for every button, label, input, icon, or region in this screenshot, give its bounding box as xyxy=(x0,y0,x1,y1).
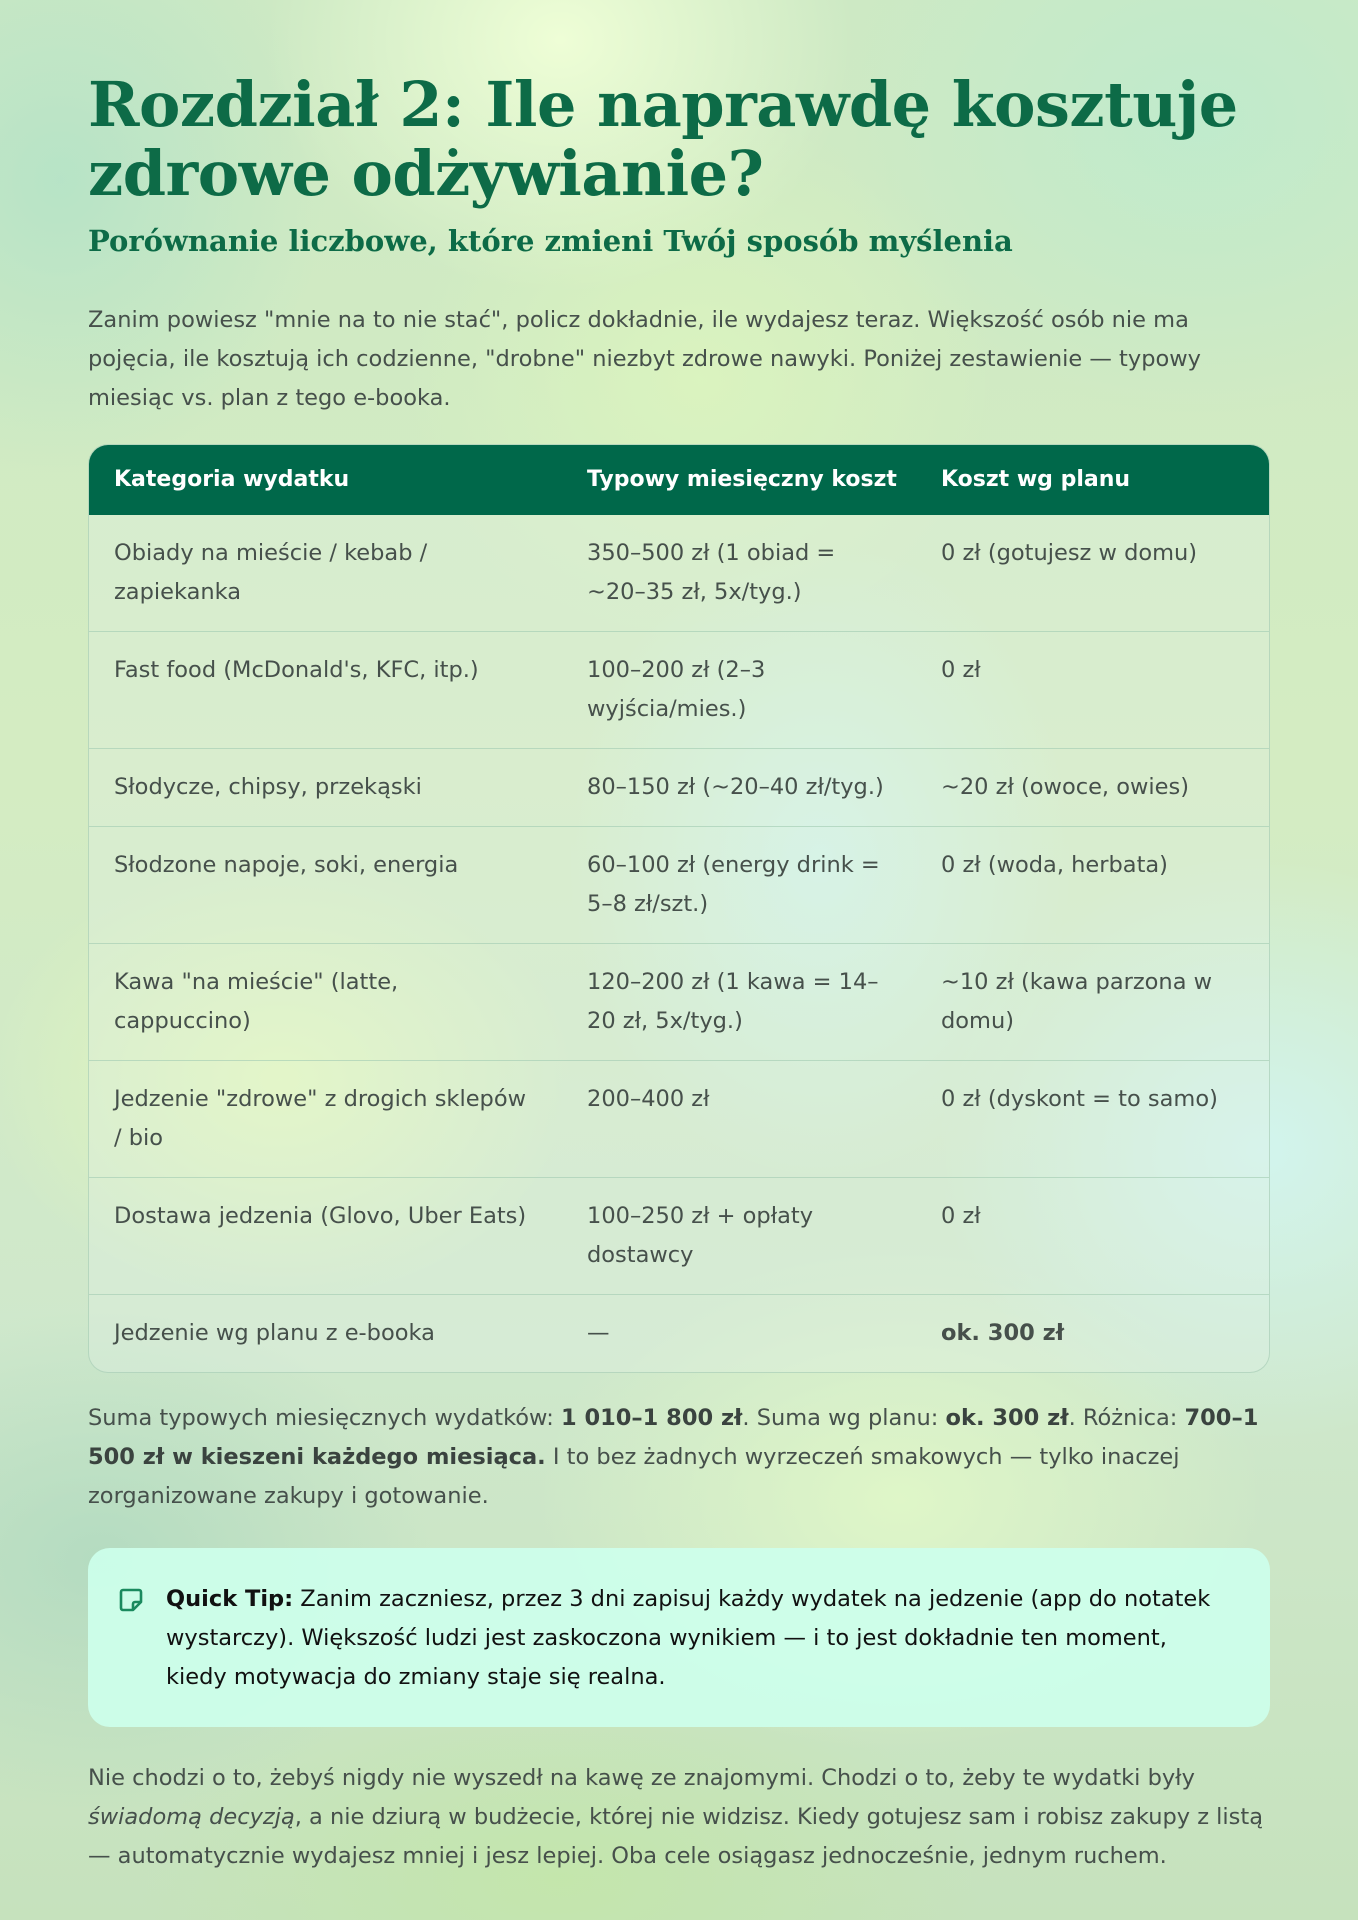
table-row xyxy=(89,1060,1270,1177)
cell-typical-cost: 60–100 zł (energy drink = 5–8 zł/szt.) xyxy=(562,826,916,943)
cell-category: Dostawa jedzenia (Glovo, Uber Eats) xyxy=(89,1177,562,1294)
summary-text: . Suma wg planu: xyxy=(742,1404,946,1431)
cell-typical-cost: 80–150 zł (~20–40 zł/tyg.) xyxy=(562,748,916,826)
cell-plan-cost: ~10 zł (kawa parzona w domu) xyxy=(916,943,1270,1060)
cell-plan-cost: ~20 zł (owoce, owies) xyxy=(916,748,1270,826)
cell-category: Fast food (McDonald's, KFC, itp.) xyxy=(89,631,562,748)
intro-paragraph: Zanim powiesz "mnie na to nie stać", policz dokładnie, ile wydajesz teraz. Większość osób nie ma pojęcia, ile kosztują ich codzienne, "drobne" niezbyt zdrowe nawyki. Poniżej zestawienie — typowy miesiąc vs. plan z tego e-booka. xyxy=(88,306,1201,411)
table-row xyxy=(89,631,1270,748)
table-header-row xyxy=(89,445,1270,515)
cell-typical-cost: 100–250 zł + opłaty dostawcy xyxy=(562,1177,916,1294)
cell-typical-cost: 100–200 zł (2–3 wyjścia/mies.) xyxy=(562,631,916,748)
closing-paragraph xyxy=(88,1759,1270,1876)
cost-comparison-table xyxy=(88,444,1270,1373)
cell-category: Jedzenie wg planu z e-booka xyxy=(89,1294,562,1372)
closing-emphasis: świadomą decyzją xyxy=(88,1803,295,1830)
summary-paragraph xyxy=(88,1399,1270,1516)
summary-typical-total: 1 010–1 800 zł xyxy=(560,1404,743,1431)
cell-typical-cost: 120–200 zł (1 kawa = 14–20 zł, 5x/tyg.) xyxy=(562,943,916,1060)
summary-plan-total: ok. 300 zł xyxy=(945,1404,1069,1431)
table-row xyxy=(89,1177,1270,1294)
cell-plan-cost: 0 zł (dyskont = to samo) xyxy=(916,1060,1270,1177)
quick-tip-text xyxy=(166,1580,1230,1697)
table-row xyxy=(89,1294,1270,1372)
cell-typical-cost: 350–500 zł (1 obiad = ~20–35 zł, 5x/tyg.) xyxy=(587,539,836,605)
closing-text: Nie chodzi o to, żebyś nigdy nie wyszedł na kawę ze znajomymi. Chodzi o to, żeby te wydatki były xyxy=(88,1764,1195,1791)
column-header-typical-cost: Typowy miesięczny koszt xyxy=(562,445,916,515)
page-title: Rozdział 2: Ile naprawdę kosztuje zdrowe odżywianie? xyxy=(88,68,1238,211)
cell-category: Jedzenie "zdrowe" z drogich sklepów / bio xyxy=(89,1060,562,1177)
cell-plan-cost-total: ok. 300 zł xyxy=(916,1294,1270,1372)
summary-text: . Różnica: xyxy=(1068,1404,1185,1431)
summary-difference: 700–1 500 zł w kieszeni każdego miesiąca. xyxy=(88,1404,1259,1470)
summary-text: I to bez żadnych wyrzeczeń smakowych — tylko inaczej zorganizowane zakupy i gotowanie. xyxy=(88,1443,1180,1509)
note-icon xyxy=(118,1587,144,1613)
quick-tip-body: Zanim zaczniesz, przez 3 dni zapisuj każdy wydatek na jedzenie (app do notatek wystarczy). Większość ludzi jest zaskoczona wynikiem — i to jest dokładnie ten moment, kiedy motywacja do zmiany staje się realna. xyxy=(166,1585,1211,1690)
cell-plan-cost: 0 zł xyxy=(916,631,1270,748)
cell-typical-cost: — xyxy=(562,1294,916,1372)
cell-category: Kawa "na mieście" (latte, cappuccino) xyxy=(89,943,562,1060)
cell-typical-cost: 200–400 zł xyxy=(562,1060,916,1177)
closing-text: , a nie dziurą w budżecie, której nie widzisz. Kiedy gotujesz sam i robisz zakupy z listą — automatycznie wydajesz mniej i jesz lepiej. Oba cele osiągasz jednocześnie, jednym ruchem. xyxy=(88,1803,1264,1869)
quick-tip-box xyxy=(88,1548,1270,1727)
table-row xyxy=(89,515,1270,632)
page-subtitle: Porównanie liczbowe, które zmieni Twój sposób myślenia xyxy=(88,223,1013,258)
quick-tip-label: Quick Tip: xyxy=(166,1585,294,1612)
cell-category: Słodycze, chipsy, przekąski xyxy=(89,748,562,826)
column-header-plan-cost: Koszt wg planu xyxy=(916,445,1270,515)
summary-text: Suma typowych miesięcznych wydatków: xyxy=(88,1404,561,1431)
cell-plan-cost: 0 zł (woda, herbata) xyxy=(916,826,1270,943)
cost-table xyxy=(89,445,1270,1372)
cell-category: Obiady na mieście / kebab / zapiekanka xyxy=(114,539,428,605)
table-row xyxy=(89,943,1270,1060)
cell-plan-cost: 0 zł xyxy=(916,1177,1270,1294)
table-row xyxy=(89,826,1270,943)
cell-category: Słodzone napoje, soki, energia xyxy=(89,826,562,943)
cell-plan-cost: 0 zł (gotujesz w domu) xyxy=(941,539,1198,566)
table-row xyxy=(89,748,1270,826)
column-header-category: Kategoria wydatku xyxy=(89,445,562,515)
chapter-page xyxy=(88,70,1270,1876)
